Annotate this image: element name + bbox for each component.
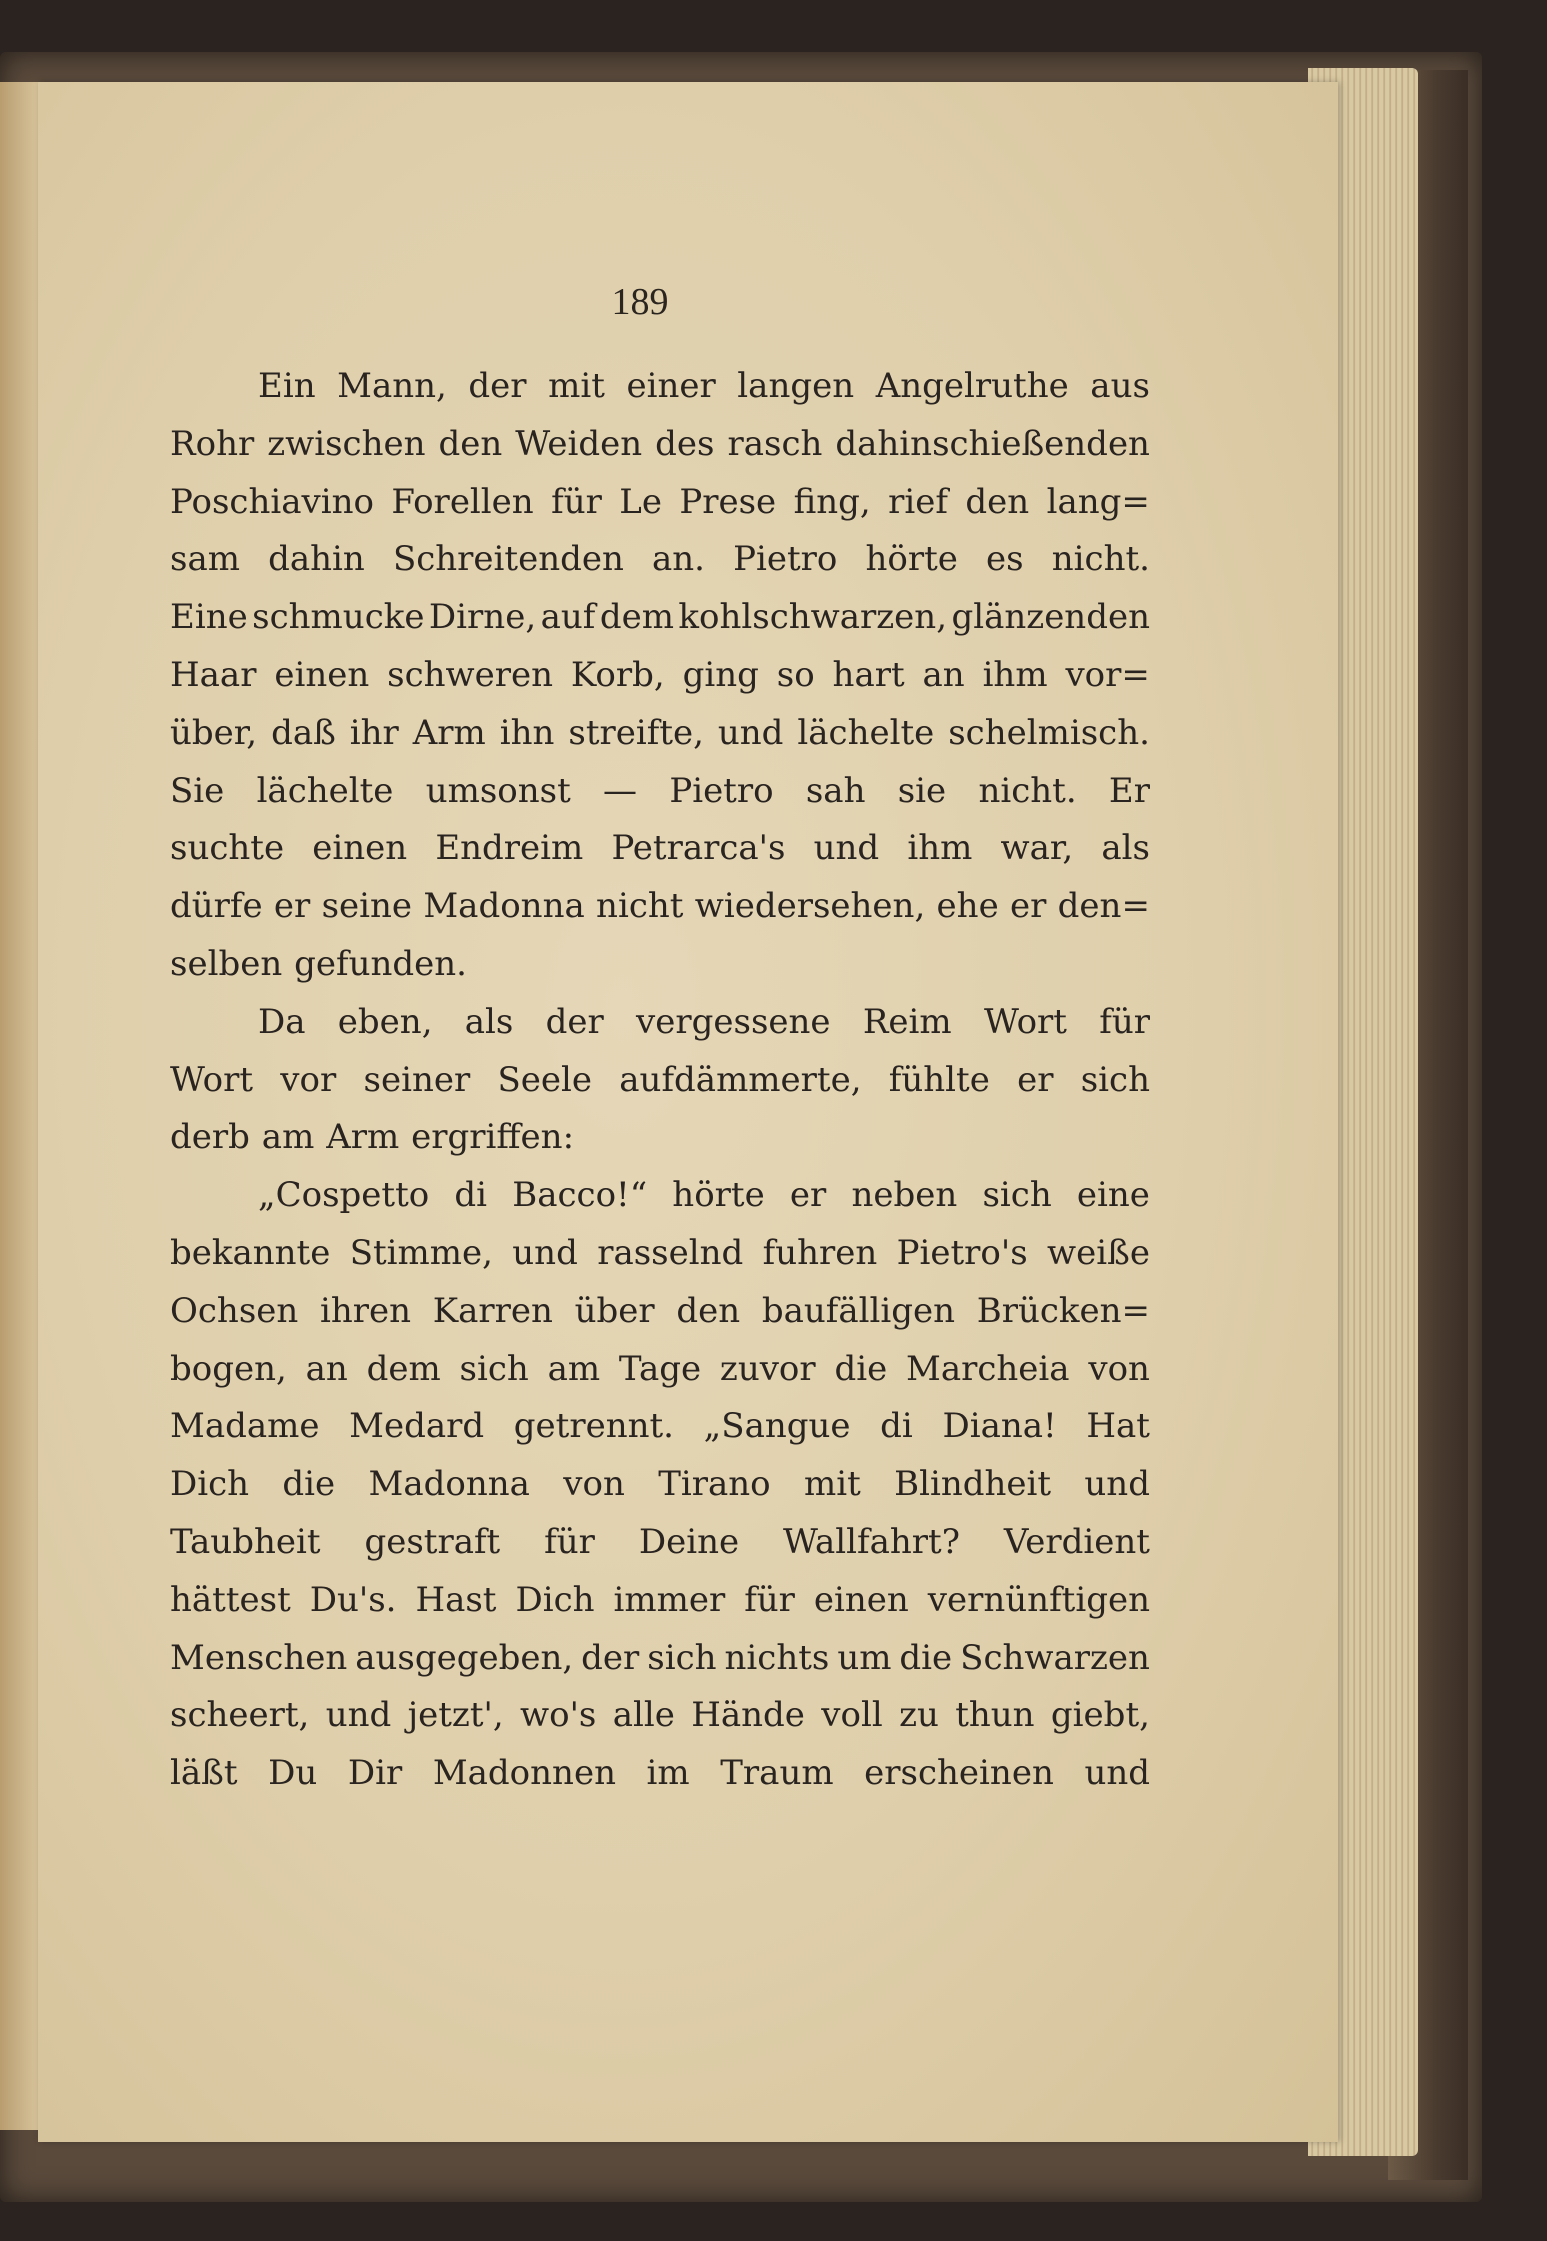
word: Wort bbox=[170, 1059, 254, 1100]
text-line bbox=[170, 1456, 1150, 1514]
word: auf bbox=[540, 597, 596, 638]
word: Bacco!“ bbox=[512, 1175, 648, 1216]
word: sich bbox=[459, 1348, 529, 1389]
word: er bbox=[1009, 886, 1047, 927]
word: umsonst bbox=[425, 770, 571, 811]
word: „Cospetto bbox=[258, 1175, 430, 1216]
word: einen bbox=[312, 828, 408, 869]
word: mit bbox=[803, 1464, 861, 1505]
word: Hat bbox=[1086, 1406, 1150, 1447]
word: sich bbox=[647, 1637, 717, 1678]
word: den bbox=[965, 481, 1030, 522]
word: der bbox=[468, 366, 527, 406]
text-line bbox=[170, 531, 1150, 589]
word: zu bbox=[899, 1695, 939, 1736]
word: gestraft bbox=[364, 1521, 501, 1562]
word: es bbox=[986, 539, 1024, 580]
word: nichts bbox=[724, 1637, 830, 1678]
word: Dich bbox=[515, 1579, 595, 1620]
text-line bbox=[170, 1572, 1150, 1630]
word: lächelte bbox=[256, 770, 394, 811]
text-line bbox=[170, 994, 1150, 1052]
word: ging bbox=[682, 654, 759, 695]
word: Blindheit bbox=[894, 1464, 1052, 1505]
word: und bbox=[325, 1695, 392, 1736]
word: bekannte bbox=[170, 1232, 331, 1273]
word: Medard bbox=[349, 1406, 485, 1447]
text-line bbox=[170, 820, 1150, 878]
word: so bbox=[776, 654, 815, 695]
word: neben bbox=[851, 1175, 958, 1216]
word: und bbox=[717, 712, 784, 753]
text-line bbox=[170, 589, 1150, 647]
word: Seele bbox=[497, 1059, 593, 1100]
word: eine bbox=[1076, 1175, 1150, 1216]
text-line bbox=[170, 474, 1150, 532]
word: aus bbox=[1090, 366, 1150, 406]
word: er bbox=[273, 886, 311, 927]
word: des bbox=[655, 423, 715, 464]
word: Rohr bbox=[170, 423, 255, 464]
text-line bbox=[170, 1745, 1150, 1803]
page-number: 189 bbox=[611, 281, 669, 323]
word: sam bbox=[170, 539, 240, 580]
word: als bbox=[1101, 828, 1150, 869]
word: Tirano bbox=[658, 1464, 771, 1505]
word: ihm bbox=[982, 654, 1048, 695]
word: getrennt. bbox=[513, 1406, 674, 1447]
word: den= bbox=[1057, 886, 1150, 927]
word: und bbox=[813, 828, 880, 869]
word: Poschiavino bbox=[170, 481, 374, 522]
word: erscheinen bbox=[864, 1753, 1054, 1794]
word: Pietro bbox=[669, 770, 774, 811]
word: für bbox=[744, 1579, 795, 1620]
word: bogen, bbox=[170, 1348, 287, 1389]
word: Tage bbox=[618, 1348, 702, 1389]
word: die bbox=[899, 1637, 953, 1678]
word: war, bbox=[1000, 828, 1074, 869]
word: und bbox=[512, 1232, 578, 1273]
word: und bbox=[1084, 1464, 1150, 1505]
word: wo's bbox=[520, 1695, 597, 1736]
word: Petrarca's bbox=[611, 828, 786, 869]
word: ihren bbox=[319, 1290, 412, 1331]
word: läßt bbox=[170, 1753, 238, 1794]
word: Le bbox=[619, 481, 662, 522]
word: rasch bbox=[727, 423, 823, 464]
word: Ochsen bbox=[170, 1290, 299, 1331]
word: Marcheia bbox=[906, 1348, 1070, 1389]
word: Taubheit bbox=[170, 1521, 321, 1562]
word: zwischen bbox=[267, 423, 426, 464]
word: über, bbox=[170, 712, 258, 753]
word: einen bbox=[813, 1579, 909, 1620]
word: als bbox=[464, 1001, 514, 1042]
word: thun bbox=[955, 1695, 1035, 1736]
word: ausgegeben, bbox=[355, 1637, 574, 1678]
word: und bbox=[1084, 1753, 1150, 1794]
word: für bbox=[544, 1521, 595, 1562]
text-line bbox=[170, 705, 1150, 763]
word: Da bbox=[258, 1001, 306, 1042]
text-line bbox=[170, 1109, 1150, 1167]
text-line bbox=[170, 878, 1150, 936]
text-line bbox=[170, 1052, 1150, 1110]
word: Haar bbox=[170, 654, 257, 695]
word: dahin bbox=[268, 539, 365, 580]
word: ehe bbox=[936, 886, 999, 927]
word: Du bbox=[268, 1753, 318, 1794]
text-line bbox=[170, 1514, 1150, 1572]
word: nicht. bbox=[978, 770, 1077, 811]
word: vernünftigen bbox=[927, 1579, 1150, 1620]
word: voll bbox=[821, 1695, 883, 1736]
word: hättest bbox=[170, 1579, 291, 1620]
word: Eine bbox=[170, 597, 248, 638]
word: an bbox=[305, 1348, 348, 1389]
word: eben, bbox=[337, 1001, 433, 1042]
word: der bbox=[545, 1001, 604, 1042]
word: Traum bbox=[720, 1753, 834, 1794]
word: glänzenden bbox=[951, 597, 1150, 638]
word: alle bbox=[612, 1695, 675, 1736]
word: Verdient bbox=[1003, 1521, 1150, 1562]
word: dürfe bbox=[170, 886, 263, 927]
word: wiedersehen, bbox=[694, 886, 926, 927]
word: di bbox=[880, 1406, 913, 1447]
word: Madonna bbox=[423, 886, 585, 927]
word: langen bbox=[737, 366, 855, 406]
word: ihr bbox=[349, 712, 399, 753]
text-line bbox=[170, 763, 1150, 821]
word: scheert, bbox=[170, 1695, 310, 1736]
word: Mann, bbox=[337, 366, 447, 406]
word: schweren bbox=[387, 654, 554, 695]
word: Sie bbox=[170, 770, 225, 811]
word: — bbox=[603, 770, 638, 811]
word: an bbox=[922, 654, 965, 695]
word: hart bbox=[832, 654, 905, 695]
word: Prese bbox=[679, 481, 777, 522]
word: Arm bbox=[326, 1117, 400, 1158]
word: vergessene bbox=[636, 1001, 831, 1042]
word: sah bbox=[805, 770, 866, 811]
word: die bbox=[282, 1464, 336, 1505]
word: Korb, bbox=[570, 654, 665, 695]
word: rasselnd bbox=[597, 1232, 744, 1273]
word: aufdämmerte, bbox=[619, 1059, 862, 1100]
word: Wallfahrt? bbox=[783, 1521, 960, 1562]
text-line bbox=[170, 1225, 1150, 1283]
word: am bbox=[547, 1348, 601, 1389]
word: suchte bbox=[170, 828, 285, 869]
word: Stimme, bbox=[349, 1232, 493, 1273]
word: lang= bbox=[1046, 481, 1150, 522]
word: ihm bbox=[907, 828, 973, 869]
word: über bbox=[574, 1290, 655, 1331]
word: „Sangue bbox=[703, 1406, 851, 1447]
word: von bbox=[1088, 1348, 1150, 1389]
word: Hände bbox=[691, 1695, 805, 1736]
word: weiße bbox=[1047, 1232, 1150, 1273]
word: Dir bbox=[347, 1753, 403, 1794]
word: vor= bbox=[1065, 654, 1150, 695]
word: hörte bbox=[672, 1175, 765, 1216]
word: einen bbox=[274, 654, 370, 695]
word: hörte bbox=[865, 539, 958, 580]
word: Reim bbox=[862, 1001, 952, 1042]
word: schelmisch. bbox=[948, 712, 1150, 753]
word: an. bbox=[652, 539, 705, 580]
word: dahinschießenden bbox=[835, 423, 1150, 464]
word: immer bbox=[613, 1579, 726, 1620]
text-line bbox=[170, 416, 1150, 474]
text-line bbox=[170, 1341, 1150, 1399]
word: Madame bbox=[170, 1406, 320, 1447]
word: ergriffen: bbox=[411, 1117, 575, 1158]
text-line bbox=[170, 1398, 1150, 1456]
word: der bbox=[581, 1637, 640, 1678]
word: er bbox=[789, 1175, 827, 1216]
word: fuhren bbox=[762, 1232, 878, 1273]
word: kohlschwarzen, bbox=[678, 597, 948, 638]
word: Schwarzen bbox=[960, 1637, 1150, 1678]
word: Hast bbox=[415, 1579, 497, 1620]
word: ihn bbox=[499, 712, 555, 753]
word: Brücken= bbox=[976, 1290, 1150, 1331]
page-text bbox=[170, 358, 1150, 1803]
word: giebt, bbox=[1050, 1695, 1150, 1736]
word: fing, bbox=[793, 481, 871, 522]
word: Madonnen bbox=[432, 1753, 616, 1794]
word: daß bbox=[271, 712, 336, 753]
word: am bbox=[261, 1117, 315, 1158]
word: rief bbox=[888, 481, 948, 522]
word: Pietro bbox=[733, 539, 838, 580]
word: Madonna bbox=[368, 1464, 530, 1505]
word: schmucke bbox=[252, 597, 425, 638]
text-line bbox=[170, 936, 1150, 994]
text-line bbox=[170, 1167, 1150, 1225]
word: jetzt', bbox=[407, 1695, 504, 1736]
word: seiner bbox=[363, 1059, 471, 1100]
word: selben bbox=[170, 943, 283, 984]
word: lächelte bbox=[797, 712, 935, 753]
word: Angelruthe bbox=[875, 366, 1069, 406]
word: di bbox=[454, 1175, 488, 1216]
word: seine bbox=[321, 886, 413, 927]
word: von bbox=[563, 1464, 625, 1505]
word: Du's. bbox=[309, 1579, 397, 1620]
word: einer bbox=[626, 366, 716, 406]
word: Diana! bbox=[942, 1406, 1057, 1447]
word: derb bbox=[170, 1117, 250, 1158]
text-line bbox=[170, 1630, 1150, 1688]
word: fühlte bbox=[888, 1059, 990, 1100]
word: Karren bbox=[432, 1290, 553, 1331]
word: den bbox=[438, 423, 503, 464]
word: Dich bbox=[170, 1464, 250, 1505]
word: gefunden. bbox=[294, 943, 467, 984]
word: nicht bbox=[596, 886, 684, 927]
word: sich bbox=[1080, 1059, 1150, 1100]
text-line bbox=[170, 1687, 1150, 1745]
word: dem bbox=[599, 597, 674, 638]
word: sie bbox=[897, 770, 947, 811]
text-line bbox=[170, 1283, 1150, 1341]
word: für bbox=[551, 481, 602, 522]
word: Er bbox=[1108, 770, 1150, 811]
word: Arm bbox=[412, 712, 486, 753]
word: die bbox=[834, 1348, 888, 1389]
text-line bbox=[170, 647, 1150, 705]
word: Weiden bbox=[515, 423, 643, 464]
word: vor bbox=[280, 1059, 337, 1100]
text-line bbox=[170, 358, 1150, 416]
word: Menschen bbox=[170, 1637, 348, 1678]
word: den bbox=[676, 1290, 741, 1331]
word: mit bbox=[548, 366, 605, 406]
word: er bbox=[1017, 1059, 1054, 1100]
word: zuvor bbox=[719, 1348, 816, 1389]
word: Schreitenden bbox=[392, 539, 624, 580]
word: streifte, bbox=[568, 712, 704, 753]
previous-page-edge bbox=[0, 82, 38, 2130]
word: für bbox=[1099, 1001, 1150, 1042]
word: Deine bbox=[638, 1521, 740, 1562]
word: Forellen bbox=[391, 481, 534, 522]
word: Pietro's bbox=[896, 1232, 1028, 1273]
word: baufälligen bbox=[761, 1290, 956, 1331]
word: dem bbox=[366, 1348, 441, 1389]
word: sich bbox=[982, 1175, 1052, 1216]
word: Endreim bbox=[435, 828, 584, 869]
word: Wort bbox=[983, 1001, 1067, 1042]
word: nicht. bbox=[1051, 539, 1150, 580]
word: im bbox=[646, 1753, 690, 1794]
word: Dirne, bbox=[428, 597, 537, 638]
word: um bbox=[837, 1637, 892, 1678]
word: Ein bbox=[258, 366, 316, 406]
